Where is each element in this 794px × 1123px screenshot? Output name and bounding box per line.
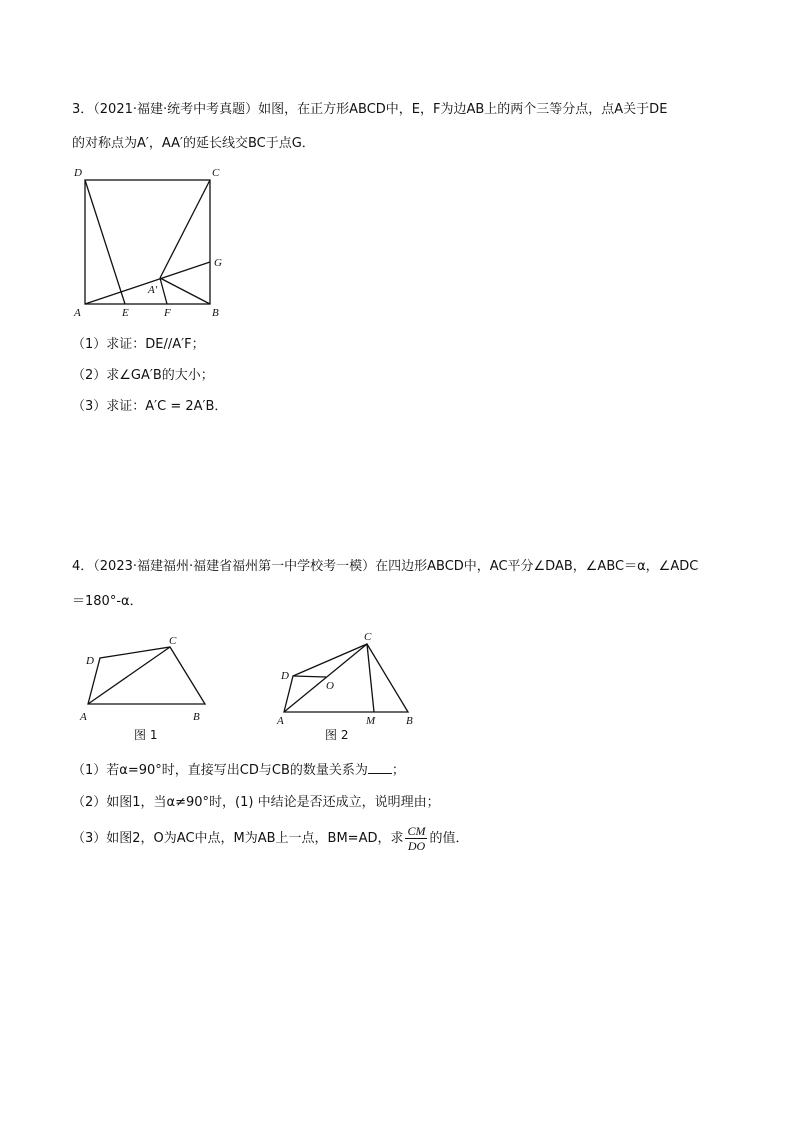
label-G: G <box>214 257 222 269</box>
answer-blank <box>368 761 392 774</box>
q4-sub3 <box>72 822 469 856</box>
q3-sub1: （1）求证：DE//A′F； <box>72 337 205 352</box>
fig1-label-B: B <box>193 711 200 723</box>
fig1-label-C: C <box>169 635 177 647</box>
label-B: B <box>212 307 219 319</box>
fig2-label-M: M <box>366 715 376 727</box>
fig1-label-A: A <box>80 711 87 723</box>
fig2-label-C: C <box>364 631 372 643</box>
label-A: A <box>74 307 81 319</box>
q4-figure-1 <box>78 630 218 745</box>
q4-sub1-end: ； <box>391 763 405 778</box>
q4-sub3-pre: （3）如图2，O为AC中点，M为AB上一点，BM=AD，求 <box>72 831 404 846</box>
q4-figure-2 <box>272 626 422 746</box>
q4-sub1 <box>72 761 405 780</box>
label-D: D <box>74 167 82 179</box>
fig2-label-A: A <box>277 715 284 727</box>
label-E: E <box>122 307 129 319</box>
fraction-numerator: CM <box>407 824 426 838</box>
label-F: F <box>164 307 171 319</box>
q3-stem-line1: 3．（2021·福建·统考中考真题）如图，在正方形ABCD中，E，F为边AB上的两个三等分点，点A关于DE <box>72 102 668 117</box>
label-C: C <box>212 167 220 179</box>
label-A-prime: A′ <box>148 284 158 296</box>
fig2-label-O: O <box>326 680 334 692</box>
q3-sub2: （2）求∠GA′B的大小； <box>72 368 214 383</box>
fraction-cm-over-do <box>405 824 427 853</box>
q4-sub3-post: 的值． <box>429 831 469 846</box>
q4-sub2: （2）如图1，当α≠90°时，(1) 中结论是否还成立，说明理由； <box>72 795 440 810</box>
q4-stem-line1: 4．（2023·福建福州·福建省福州第一中学校考一模）在四边形ABCD中，AC平分∠DAB，∠ABC＝α，∠ADC <box>72 559 699 574</box>
q4-stem-line2: ＝180°-α． <box>72 594 143 609</box>
fig2-caption: 图 2 <box>325 728 349 742</box>
fig1-caption: 图 1 <box>134 728 158 742</box>
q3-stem-line2: 的对称点为A′，AA′的延长线交BC于点G． <box>72 136 315 151</box>
fig1-label-D: D <box>86 655 94 667</box>
q4-sub1-text: （1）若α=90°时，直接写出CD与CB的数量关系为 <box>72 763 368 778</box>
q3-figure <box>70 166 230 321</box>
fig2-label-B: B <box>406 715 413 727</box>
fig2-label-D: D <box>281 670 289 682</box>
fraction-denominator: DO <box>407 839 426 853</box>
q3-sub3: （3）求证：A′C = 2A′B． <box>72 399 228 414</box>
